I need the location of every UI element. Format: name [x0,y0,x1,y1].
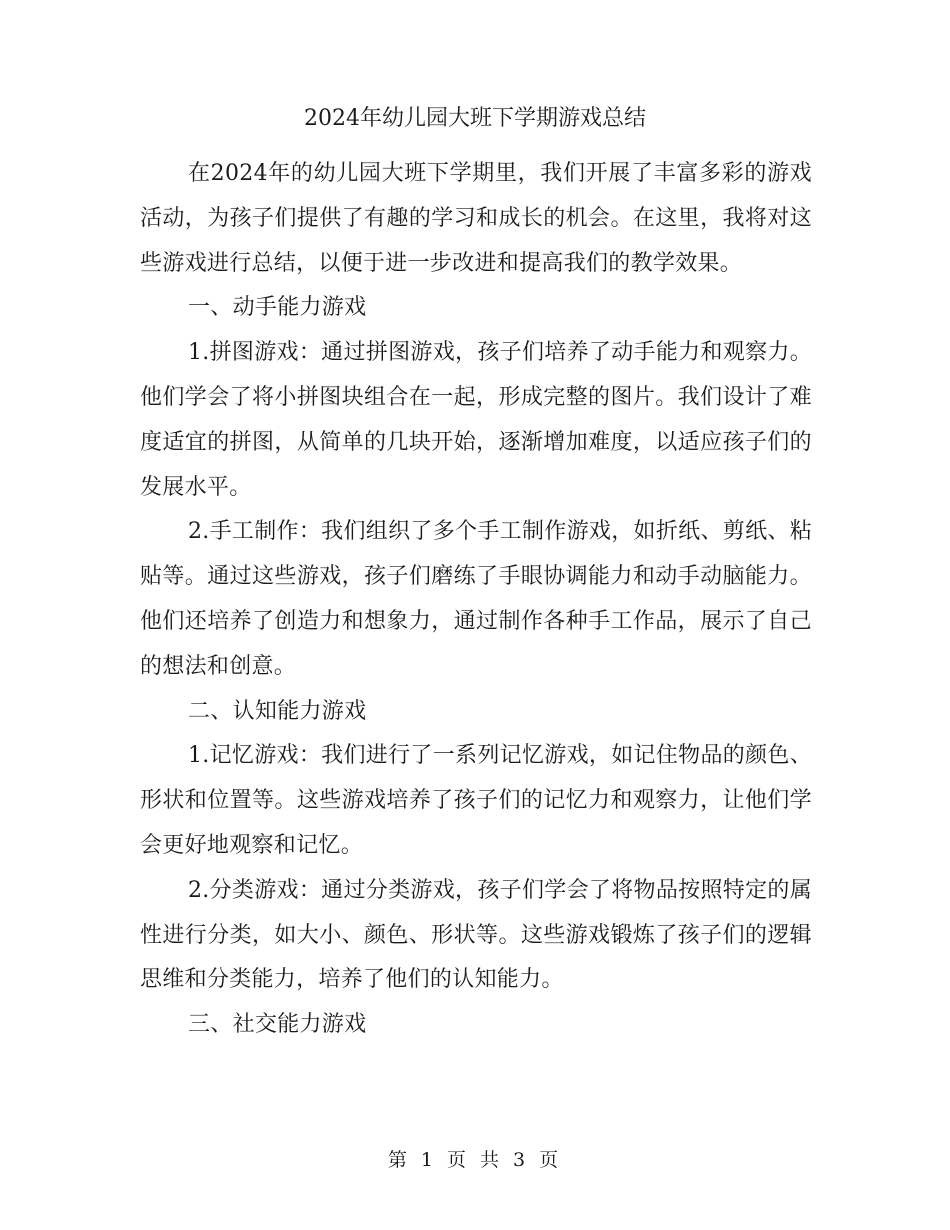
paragraph-handcraft: 2.手工制作：我们组织了多个手工制作游戏，如折纸、剪纸、粘贴等。通过这些游戏，孩子们磨练了手眼协调能力和动手动脑能力。他们还培养了创造力和想象力，通过制作各种手工作品，展示了自己的想法和创意。 [140,519,812,679]
intro-paragraph: 在2024年的幼儿园大班下学期里，我们开展了丰富多彩的游戏活动，为孩子们提供了有趣的学习和成长的机会。在这里，我将对这些游戏进行总结，以便于进一步改进和提高我们的教学效果。 [140,161,812,276]
section-heading-hands-on: 一、动手能力游戏 [188,295,367,321]
paragraph-memory-game: 1.记忆游戏：我们进行了一系列记忆游戏，如记住物品的颜色、形状和位置等。这些游戏培养了孩子们的记忆力和观察力，让他们学会更好地观察和记忆。 [140,743,812,858]
paragraph-puzzle-game: 1.拼图游戏：通过拼图游戏，孩子们培养了动手能力和观察力。他们学会了将小拼图块组合在一起，形成完整的图片。我们设计了难度适宜的拼图，从简单的几块开始，逐渐增加难度，以适应孩子们的发展水平。 [140,340,812,500]
section-heading-social: 三、社交能力游戏 [188,1012,367,1038]
paragraph-classification-game: 2.分类游戏：通过分类游戏，孩子们学会了将物品按照特定的属性进行分类，如大小、颜色、形状等。这些游戏锻炼了孩子们的逻辑思维和分类能力，培养了他们的认知能力。 [140,877,812,993]
document-body [140,152,812,1048]
page-number-footer: 第 1 页 共 3 页 [387,1149,563,1171]
document-title: 2024年幼儿园大班下学期游戏总结 [304,106,646,131]
section-heading-cognitive: 二、认知能力游戏 [188,698,367,724]
